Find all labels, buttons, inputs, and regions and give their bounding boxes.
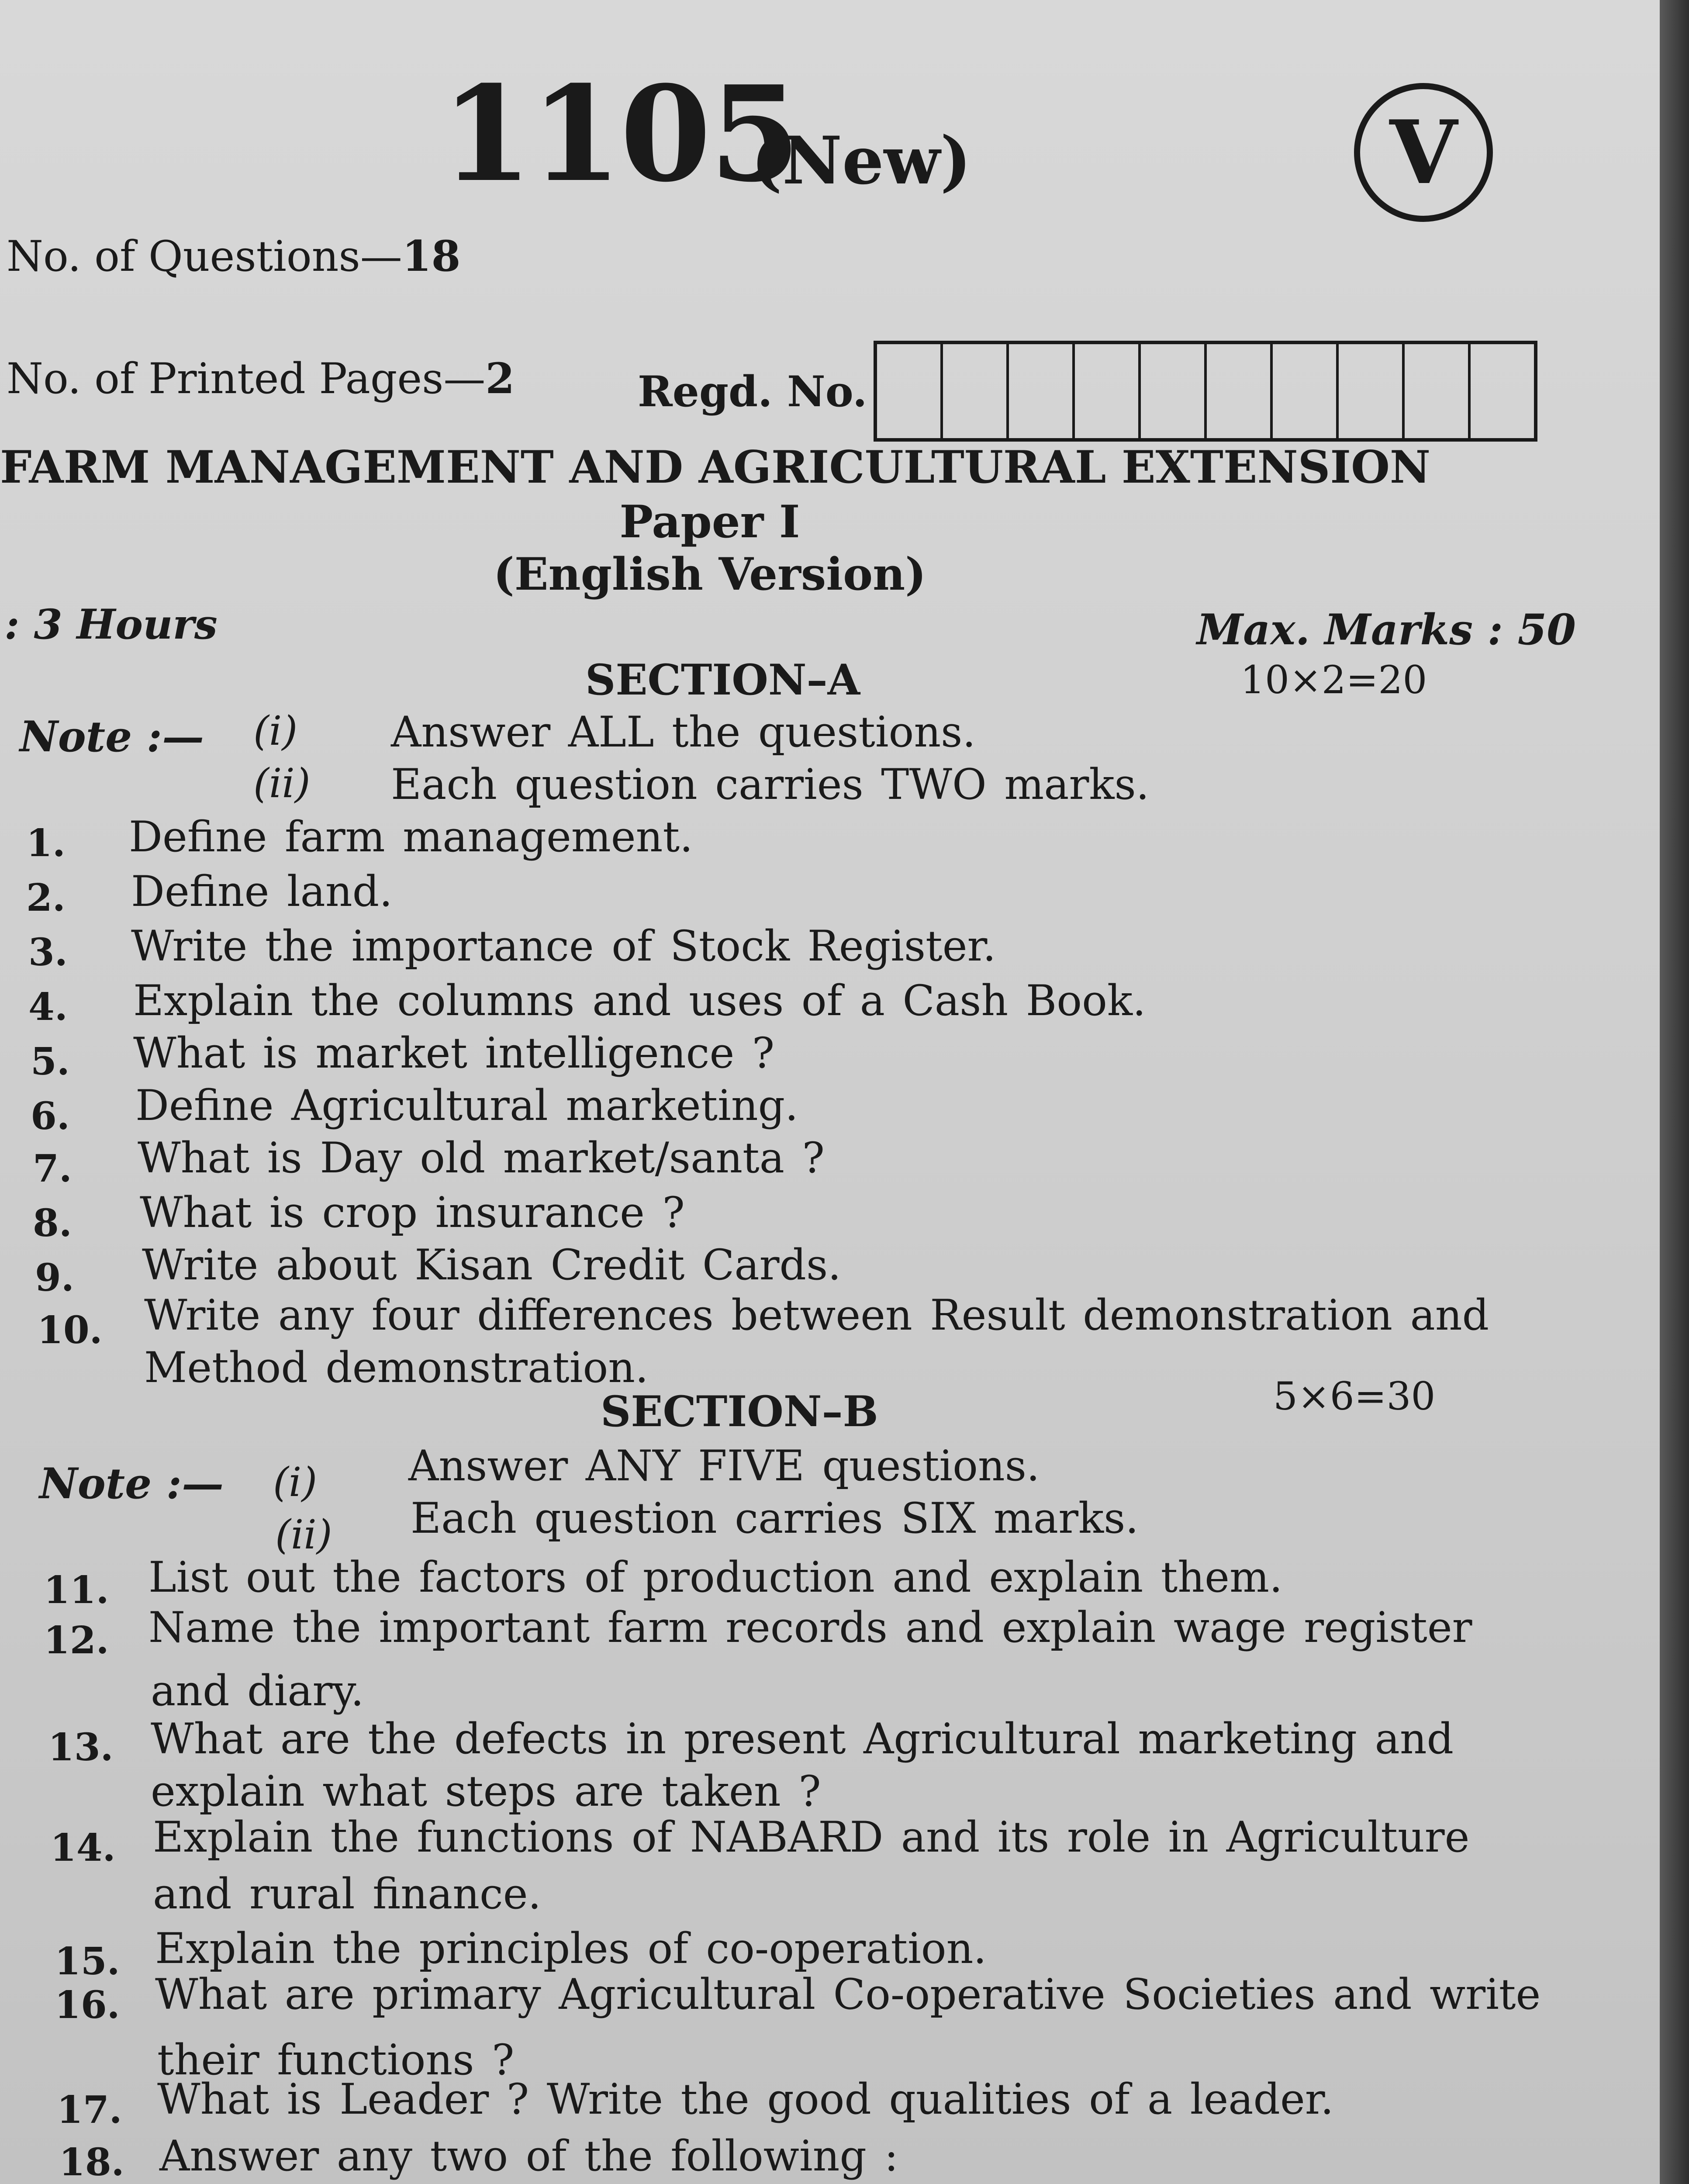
regd-label: Regd. No. (638, 367, 867, 416)
no-of-questions (7, 232, 460, 281)
question-number: 9. (35, 1256, 74, 1300)
question-text-continued: and rural finance. (153, 1870, 542, 1918)
question-text: Name the important farm records and explain wage register (149, 1603, 1472, 1652)
question-number: 11. (44, 1568, 109, 1612)
regd-box[interactable] (1273, 344, 1339, 438)
regd-box[interactable] (1405, 344, 1471, 438)
regd-box[interactable] (877, 344, 943, 438)
section-b-note-label: Note :— (39, 1459, 224, 1508)
section-b-title: SECTION–B (601, 1387, 878, 1436)
section-b-marks: 5×6=30 (1273, 1374, 1436, 1419)
page-edge-shadow (1660, 0, 1689, 2184)
question-text: Define land. (131, 867, 393, 916)
note-number: (ii) (275, 1511, 332, 1558)
set-letter-badge (1354, 83, 1493, 222)
question-text: What are the defects in present Agricultural marketing and (151, 1714, 1454, 1763)
regd-number-boxes[interactable] (874, 341, 1537, 442)
note-number: (i) (273, 1459, 318, 1506)
question-number: 4. (28, 985, 68, 1029)
section-a-note-label: Note :— (20, 712, 204, 761)
question-number: 5. (31, 1040, 70, 1084)
question-text: Answer any two of the following : (159, 2132, 898, 2181)
note-number: (i) (253, 708, 298, 754)
question-number: 7. (33, 1147, 72, 1191)
no-of-questions-value: 18 (402, 232, 461, 281)
printed-pages (7, 354, 515, 403)
no-of-questions-label: No. of Questions— (7, 232, 402, 281)
max-marks: Max. Marks : 50 (1197, 605, 1576, 654)
question-number: 13. (48, 1725, 114, 1769)
question-text: What are primary Agricultural Co-operative Societies and write (155, 1970, 1541, 2019)
note-number: (ii) (253, 760, 311, 807)
question-text: List out the factors of production and explain them. (149, 1553, 1283, 1602)
note-text: Each question carries TWO marks. (391, 760, 1150, 809)
regd-box[interactable] (1075, 344, 1141, 438)
regd-box[interactable] (943, 344, 1009, 438)
question-number: 17. (57, 2088, 122, 2132)
question-number: 18. (59, 2140, 124, 2184)
paper-code: 1105 (441, 57, 799, 211)
question-number: 10. (37, 1308, 103, 1352)
question-number: 8. (33, 1201, 72, 1245)
question-text: What is market intelligence ? (133, 1029, 775, 1078)
question-text: What is Day old market/santa ? (138, 1133, 825, 1182)
set-letter: V (1389, 101, 1458, 204)
regd-box[interactable] (1009, 344, 1075, 438)
subject-title: FARM MANAGEMENT AND AGRICULTURAL EXTENSION (0, 441, 1431, 494)
question-number: 2. (26, 876, 66, 920)
question-text: Write any four differences between Result demonstration and (144, 1291, 1489, 1340)
question-text-continued: explain what steps are taken ? (151, 1767, 821, 1816)
question-number: 15. (55, 1939, 120, 1984)
question-number: 6. (31, 1094, 70, 1138)
regd-box[interactable] (1141, 344, 1207, 438)
section-a-marks: 10×2=20 (1240, 657, 1427, 702)
note-text: Answer ALL the questions. (391, 708, 976, 757)
question-number: 14. (50, 1826, 116, 1870)
paper-suffix: (New) (751, 122, 971, 199)
question-number: 3. (28, 930, 68, 975)
regd-box[interactable] (1471, 344, 1534, 438)
question-text-continued: Method demonstration. (144, 1343, 649, 1392)
question-text-continued: their functions ? (157, 2035, 515, 2084)
question-text: Explain the functions of NABARD and its role in Agriculture (153, 1813, 1470, 1862)
paper-number: Paper I (619, 496, 800, 548)
printed-pages-label: No. of Printed Pages— (7, 354, 486, 403)
printed-pages-value: 2 (485, 354, 515, 403)
regd-box[interactable] (1207, 344, 1273, 438)
section-a-title: SECTION–A (585, 655, 860, 705)
exam-time: : 3 Hours (4, 601, 218, 649)
note-text: Each question carries SIX marks. (411, 1494, 1139, 1543)
question-number: 12. (44, 1618, 109, 1662)
question-text-continued: and diary. (151, 1666, 364, 1715)
question-text: What is crop insurance ? (140, 1188, 685, 1237)
question-text: Define Agricultural marketing. (135, 1081, 798, 1130)
question-text: Explain the principles of co-operation. (155, 1924, 987, 1973)
note-text: Answer ANY FIVE questions. (408, 1441, 1040, 1490)
question-text: Define farm management. (129, 812, 693, 861)
language-version: (English Version) (493, 548, 926, 601)
question-number: 1. (26, 821, 66, 865)
question-text: Explain the columns and uses of a Cash Book. (133, 976, 1146, 1025)
regd-box[interactable] (1339, 344, 1405, 438)
question-number: 16. (55, 1983, 120, 2027)
question-text: Write about Kisan Credit Cards. (142, 1241, 841, 1289)
question-text: What is Leader ? Write the good qualities of a leader. (157, 2075, 1334, 2124)
question-text: Write the importance of Stock Register. (131, 922, 996, 971)
